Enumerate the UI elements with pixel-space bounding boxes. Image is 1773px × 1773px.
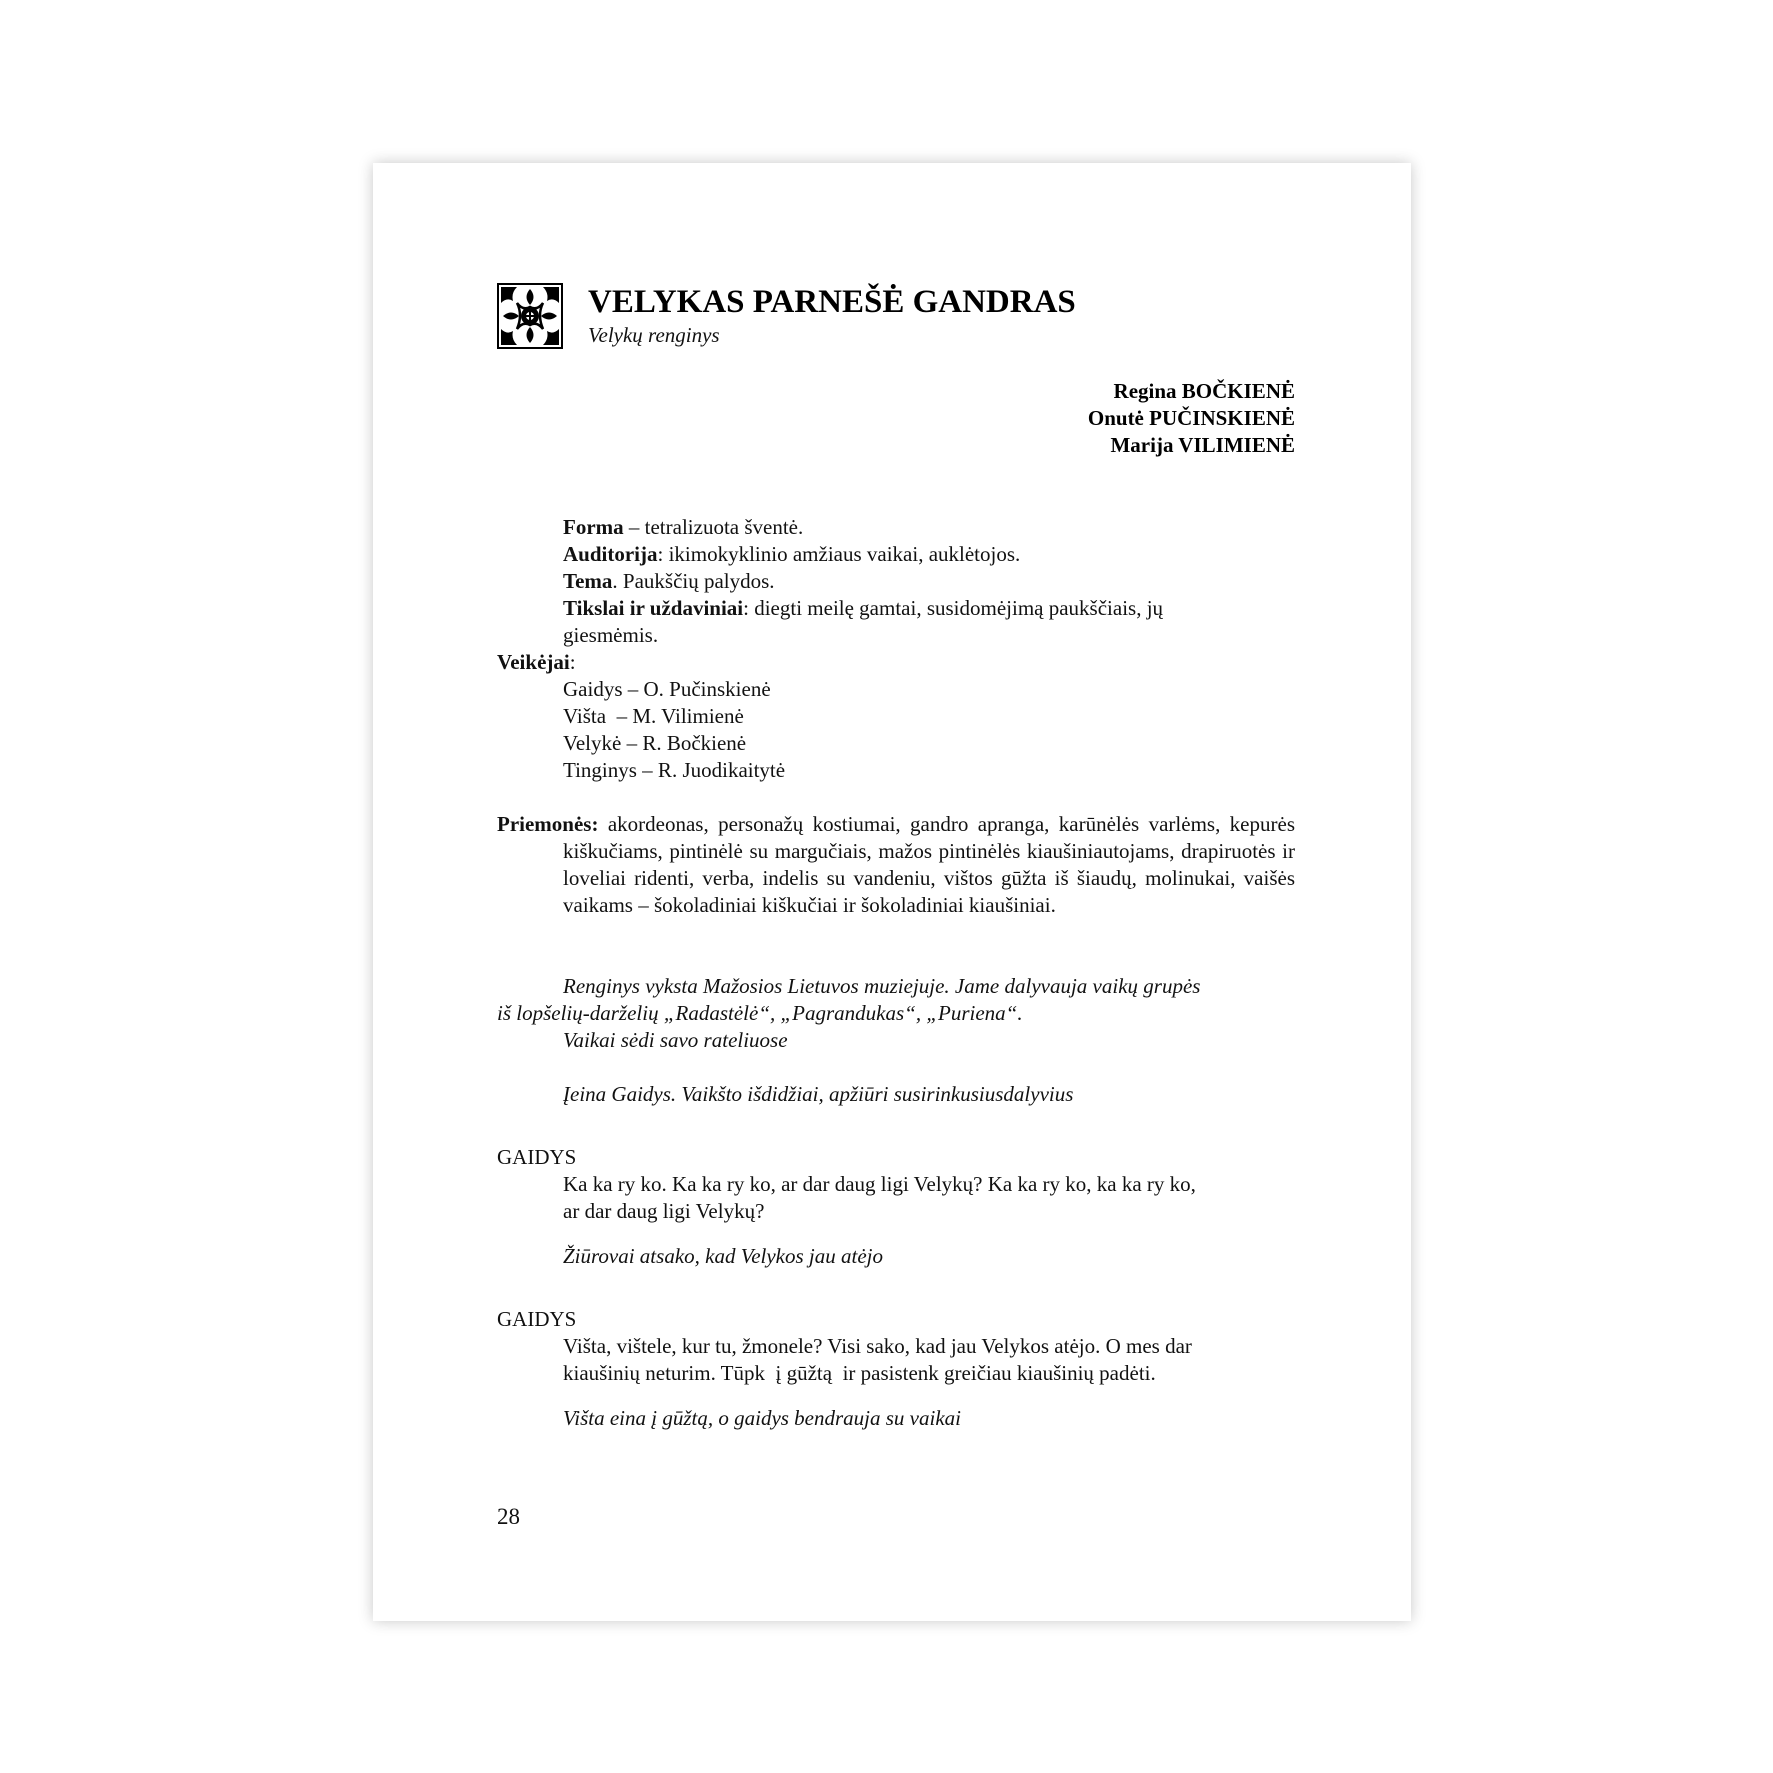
meta-label: Tema xyxy=(563,569,613,593)
document-page xyxy=(373,163,1411,1621)
ornament-icon xyxy=(497,283,563,349)
meta-tikslai-cont: giesmėmis. xyxy=(563,623,659,647)
meta-text: . Paukščių palydos. xyxy=(612,569,775,593)
props-paragraph xyxy=(497,811,1295,919)
stage-direction-block xyxy=(497,1405,1295,1432)
authors xyxy=(497,378,1295,459)
meta-label: Auditorija xyxy=(563,542,658,566)
page-number: 28 xyxy=(497,1504,520,1529)
meta-auditorija xyxy=(497,541,1295,568)
dialogue-line: ar dar daug ligi Velykų? xyxy=(563,1199,765,1223)
author-name: Onutė PUČINSKIENĖ xyxy=(1087,406,1295,430)
stage-direction: Vaikai sėdi savo rateliuose xyxy=(563,1028,788,1052)
character-item: Velykė – R. Bočkienė xyxy=(563,731,747,755)
speaker-name: GAIDYS xyxy=(497,1307,577,1331)
props-text: akordeonas, personažų kostiumai, gandro apranga, karūnėlės varlėms, kepurės kiškučiams, pintinėlė su margučiais, mažos pintinėlės kiaušiniautojams, drapiruotės ir loveliai ridenti, verba, indelis su vandeniu, vištos gūžta iš šiaudų, molinukai, vaišės vaikams – šokoladiniai kiškučiai ir šokoladiniai kiaušiniai. xyxy=(563,812,1295,917)
props-section xyxy=(497,811,1295,919)
meta-label: Forma xyxy=(563,515,624,539)
characters-colon: : xyxy=(569,650,576,674)
author-name: Marija VILIMIENĖ xyxy=(1110,433,1295,457)
character-item: Gaidys – O. Pučinskienė xyxy=(563,677,771,701)
author-name: Regina BOČKIENĖ xyxy=(1113,379,1295,403)
character-item: Višta – M. Vilimienė xyxy=(563,704,744,728)
characters-heading xyxy=(497,649,1295,676)
stage-direction: Įeina Gaidys. Vaikšto išdidžiai, apžiūri susirinkusiusdalyvius xyxy=(563,1082,1074,1106)
dialogue-block xyxy=(497,1144,1295,1225)
meta-forma xyxy=(497,514,1295,541)
meta-label: Tikslai ir uždaviniai xyxy=(563,596,744,620)
document-subtitle: Velykų renginys xyxy=(588,323,720,347)
meta-section xyxy=(497,514,1295,649)
meta-text: : diegti meilę gamtai, susidomėjimą paukščiais, jų xyxy=(743,596,1164,620)
props-label: Priemonės: xyxy=(497,812,599,836)
speaker-name: GAIDYS xyxy=(497,1145,577,1169)
character-item: Tinginys – R. Juodikaitytė xyxy=(563,758,786,782)
dialogue-block xyxy=(497,1306,1295,1387)
stage-direction-block xyxy=(497,1243,1295,1270)
stage-direction: Žiūrovai atsako, kad Velykos jau atėjo xyxy=(563,1244,884,1268)
stage-setting xyxy=(497,973,1295,1054)
characters-section xyxy=(497,649,1295,784)
dialogue-line: Višta, vištele, kur tu, žmonele? Visi sako, kad jau Velykos atėjo. O mes dar xyxy=(563,1334,1192,1358)
characters-label: Veikėjai xyxy=(497,650,570,674)
dialogue-line: kiaušinių neturim. Tūpk į gūžtą ir pasistenk greičiau kiaušinių padėti. xyxy=(563,1361,1156,1385)
stage-direction: iš lopšelių-darželių „Radastėlė“, „Pagrandukas“, „Puriena“. xyxy=(497,1001,1023,1025)
meta-tema xyxy=(497,568,1295,595)
meta-tikslai xyxy=(497,595,1295,622)
stage-direction: Višta eina į gūžtą, o gaidys bendrauja su vaikai xyxy=(563,1406,961,1430)
stage-direction: Renginys vyksta Mažosios Lietuvos muziejuje. Jame dalyvauja vaikų grupės xyxy=(563,974,1201,998)
meta-text: : ikimokyklinio amžiaus vaikai, auklėtojos. xyxy=(657,542,1021,566)
meta-text: – tetralizuota šventė. xyxy=(623,515,804,539)
stage-enter xyxy=(497,1081,1295,1108)
document-title: VELYKAS PARNEŠĖ GANDRAS xyxy=(588,284,1076,320)
dialogue-line: Ka ka ry ko. Ka ka ry ko, ar dar daug ligi Velykų? Ka ka ry ko, ka ka ry ko, xyxy=(563,1172,1196,1196)
